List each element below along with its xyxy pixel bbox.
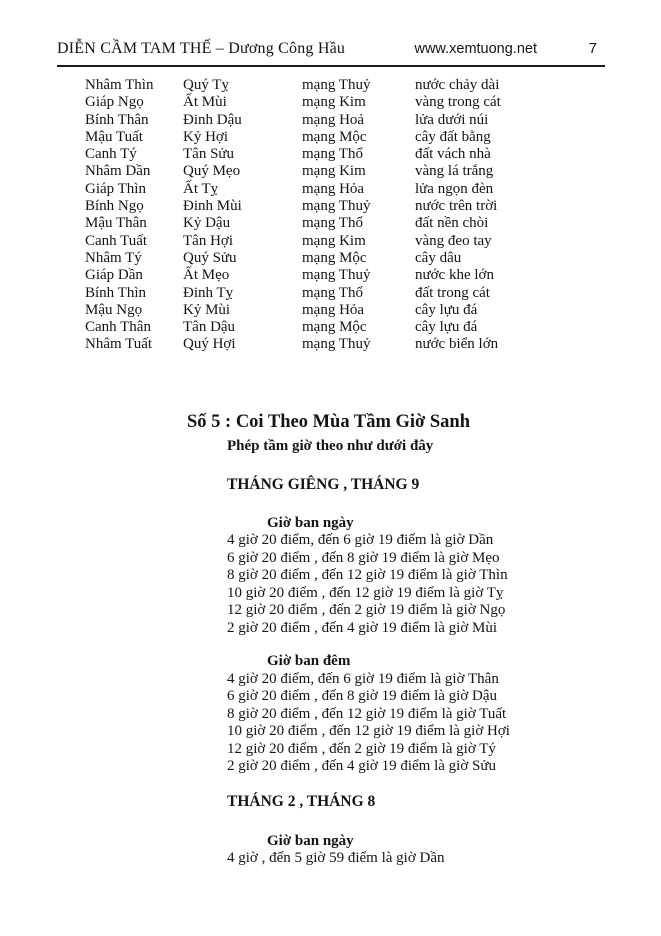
element-cell: mạng Kim [302, 94, 366, 111]
page-number: 7 [588, 40, 597, 57]
month-title: THÁNG 2 , THÁNG 8 [227, 792, 376, 810]
stem-branch-1: Nhâm Thìn [85, 77, 154, 93]
description-cell: cây dâu [415, 249, 462, 266]
stem-branch-1: Mậu Thân [85, 215, 147, 232]
stem-branch-2: Quý Mẹo [183, 163, 241, 180]
section-title: Số 5 : Coi Theo Mùa Tầm Giờ Sanh [187, 411, 471, 432]
stem-branch-2: Kỷ Hợi [183, 128, 229, 145]
stem-branch-2: Quý Sửu [183, 249, 237, 266]
stem-branch-1: Giáp Ngọ [85, 94, 144, 111]
daytime-hours-block [227, 515, 605, 638]
table-row [85, 302, 605, 319]
stem-branch-1: Bính Thân [85, 111, 149, 128]
table-row [85, 267, 605, 284]
stem-branch-1: Bính Ngọ [85, 198, 144, 215]
description-cell: nước trên trời [415, 198, 498, 215]
table-row [85, 198, 605, 215]
element-cell: mạng Thuỷ [302, 77, 371, 93]
hour-rule-line: 4 giờ 20 điểm, đến 6 giờ 19 điểm là giờ Dần [227, 532, 494, 549]
stem-branch-1: Mậu Ngọ [85, 301, 143, 318]
stem-branch-2: Tân Sửu [183, 146, 235, 163]
stem-branch-1: Nhâm Dần [85, 163, 151, 180]
description-cell: nước khe lớn [415, 267, 494, 284]
element-cell: mạng Kim [302, 232, 366, 249]
hour-rule-line: 2 giờ 20 điểm , đến 4 giờ 19 điểm là giờ Mùi [227, 619, 498, 636]
month-block-2-8 [57, 793, 605, 868]
element-cell: mạng Hoả [302, 111, 365, 128]
stem-branch-1: Mậu Tuất [85, 128, 143, 145]
stem-branch-1: Canh Thân [85, 319, 151, 336]
element-cell: mạng Kim [302, 163, 366, 180]
hour-rule-line: 12 giờ 20 điểm , đến 2 giờ 19 điểm là giờ Tý [227, 740, 496, 757]
daytime-hours-block [227, 833, 605, 868]
element-cell: mạng Thổ [302, 284, 363, 301]
hour-rule-line: 12 giờ 20 điểm , đến 2 giờ 19 điểm là giờ Ngọ [227, 602, 506, 619]
element-cell: mạng Hỏa [302, 180, 365, 197]
element-cell: mạng Thuỷ [302, 336, 371, 353]
element-cell: mạng Mộc [302, 128, 367, 145]
stem-branch-2: Ất Tỵ [183, 180, 219, 197]
daytime-heading: Giờ ban ngày [267, 832, 354, 849]
month-title: THÁNG GIÊNG , THÁNG 9 [227, 475, 420, 493]
element-cell: mạng Mộc [302, 249, 367, 266]
stem-branch-2: Đinh Dậu [183, 111, 242, 128]
daytime-heading: Giờ ban ngày [267, 514, 354, 531]
page-header [57, 40, 605, 58]
nighttime-hours-block [227, 653, 605, 776]
description-cell: đất trong cát [415, 284, 490, 301]
stem-branch-1: Canh Tuất [85, 232, 148, 249]
table-row [85, 129, 605, 146]
stem-branch-1: Nhâm Tý [85, 249, 142, 266]
element-cell: mạng Thổ [302, 146, 363, 163]
description-cell: vàng trong cát [415, 94, 501, 111]
stem-branch-2: Kỷ Mùi [183, 301, 231, 318]
table-row [85, 336, 605, 353]
element-cell: mạng Thuỷ [302, 267, 371, 284]
stem-branch-1: Giáp Dần [85, 267, 143, 284]
stem-branch-2: Quý Hợi [183, 336, 236, 353]
table-row [85, 163, 605, 180]
stem-branch-2: Kỷ Dậu [183, 215, 231, 232]
hour-rule-line: 8 giờ 20 điểm , đến 12 giờ 19 điểm là giờ Tuất [227, 705, 507, 722]
description-cell: lửa ngọn đèn [415, 180, 494, 197]
description-cell: cây lựu đá [415, 319, 478, 336]
description-cell: lửa dưới núi [415, 111, 489, 128]
hour-rule-line: 2 giờ 20 điểm , đến 4 giờ 19 điểm là giờ Sửu [227, 758, 496, 775]
hour-rule-line: 6 giờ 20 điểm , đến 8 giờ 19 điểm là giờ Mẹo [227, 549, 500, 566]
sexagenary-table [85, 77, 605, 354]
table-row [85, 285, 605, 302]
table-row [85, 94, 605, 111]
element-cell: mạng Thuỷ [302, 198, 371, 215]
section-subtitle: Phép tầm giờ theo như dưới đây [227, 437, 434, 454]
table-row [85, 112, 605, 129]
hour-rule-line: 6 giờ 20 điểm , đến 8 giờ 19 điểm là giờ Dậu [227, 688, 498, 705]
table-row [85, 146, 605, 163]
description-cell: nước biển lớn [415, 336, 499, 353]
hour-rule-line: 4 giờ , đến 5 giờ 59 điểm là giờ Dần [227, 850, 445, 867]
stem-branch-2: Quý Tỵ [183, 77, 229, 93]
stem-branch-2: Ất Mẹo [183, 267, 230, 284]
table-row [85, 233, 605, 250]
description-cell: cây lựu đá [415, 301, 478, 318]
hour-rule-line: 8 giờ 20 điểm , đến 12 giờ 19 điểm là giờ Thìn [227, 567, 508, 584]
header-url: www.xemtuong.net [414, 41, 537, 57]
header-title: DIỄN CẦM TAM THẾ – Dương Công Hầu [57, 40, 346, 57]
table-row [85, 319, 605, 336]
stem-branch-2: Đinh Mùi [183, 198, 242, 215]
element-cell: mạng Thổ [302, 215, 363, 232]
table-row [85, 77, 605, 94]
description-cell: vàng đeo tay [415, 232, 492, 249]
element-cell: mạng Mộc [302, 319, 367, 336]
description-cell: đất vách nhà [415, 146, 491, 163]
description-cell: vàng lá trắng [415, 163, 494, 180]
table-row [85, 250, 605, 267]
hour-rule-line: 4 giờ 20 điểm, đến 6 giờ 19 điểm là giờ Thân [227, 670, 499, 687]
stem-branch-1: Canh Tý [85, 146, 137, 163]
description-cell: đất nền chòi [415, 215, 489, 232]
stem-branch-1: Nhâm Tuất [85, 336, 153, 353]
table-row [85, 215, 605, 232]
nighttime-heading: Giờ ban đêm [267, 653, 351, 670]
stem-branch-2: Tân Hợi [183, 232, 234, 249]
description-cell: cây đất bằng [415, 128, 491, 145]
stem-branch-2: Tân Dậu [183, 319, 236, 336]
month-block-january-9 [57, 476, 605, 776]
stem-branch-2: Ất Mùi [183, 94, 227, 111]
element-cell: mạng Hỏa [302, 301, 365, 318]
stem-branch-1: Bính Thìn [85, 284, 146, 301]
header-divider [57, 65, 605, 67]
stem-branch-1: Giáp Thìn [85, 180, 146, 197]
description-cell: nước chảy dài [415, 77, 500, 93]
table-row [85, 181, 605, 198]
hour-rule-line: 10 giờ 20 điểm , đến 12 giờ 19 điểm là giờ Hợi [227, 723, 510, 740]
stem-branch-2: Đinh Tỵ [183, 284, 234, 301]
hour-rule-line: 10 giờ 20 điểm , đến 12 giờ 19 điểm là giờ Tỵ [227, 584, 504, 601]
